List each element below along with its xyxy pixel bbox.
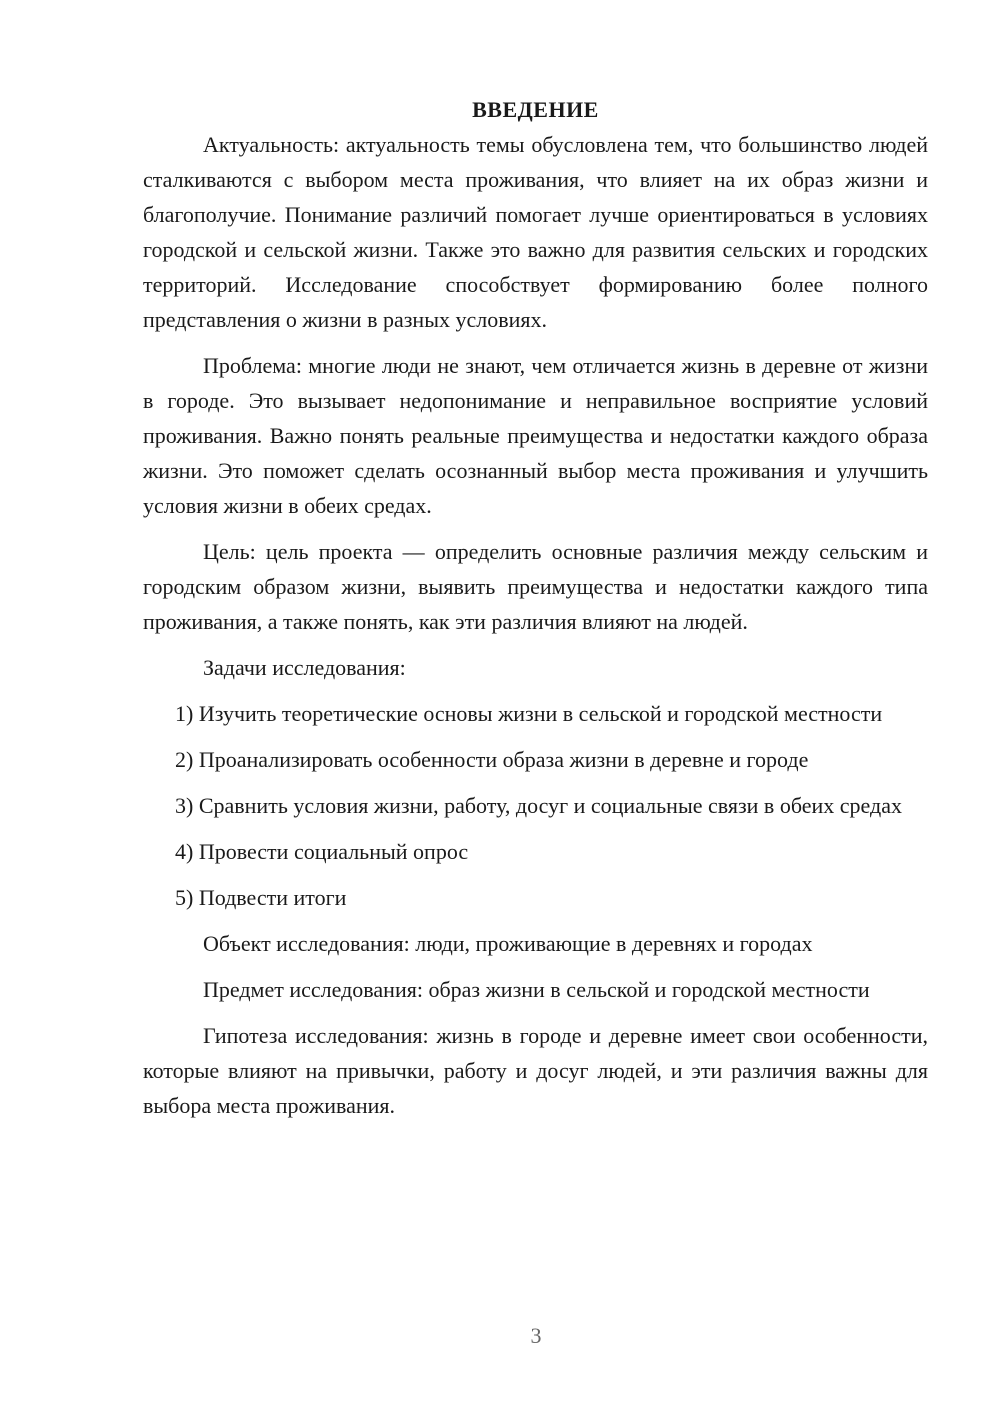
section-heading: ВВЕДЕНИЕ <box>472 97 599 122</box>
task-item-1: 1) Изучить теоретические основы жизни в сельской и городской местности <box>175 701 883 726</box>
task-item-4: 4) Провести социальный опрос <box>175 839 469 864</box>
page-number: 3 <box>530 1323 542 1348</box>
paragraph-subject: Предмет исследования: образ жизни в сельской и городской местности <box>203 977 870 1002</box>
paragraph-problem: Проблема: многие люди не знают, чем отличается жизнь в деревне от жизни в городе. Это вызывает недопонимание и неправильное восприятие условий проживания. Важно понять реальные преимущества и недостатки каждого образа жизни. Это поможет сделать осознанный выбор места проживания и улучшить условия жизни в обеих средах. <box>143 353 928 518</box>
paragraph-object: Объект исследования: люди, проживающие в деревнях и городах <box>203 931 813 956</box>
task-item-3: 3) Сравнить условия жизни, работу, досуг и социальные связи в обеих средах <box>175 793 902 818</box>
paragraph-hypothesis: Гипотеза исследования: жизнь в городе и деревне имеет свои особенности, которые влияют на привычки, работу и досуг людей, и эти различия важны для выбора места проживания. <box>143 1023 928 1118</box>
document-page <box>143 92 928 1123</box>
paragraph-goal: Цель: цель проекта — определить основные различия между сельским и городским образом жизни, выявить преимущества и недостатки каждого типа проживания, а также понять, как эти различия влияют на людей. <box>143 539 928 634</box>
task-item-5: 5) Подвести итоги <box>175 885 347 910</box>
paragraph-relevance: Актуальность: актуальность темы обусловлена тем, что большинство людей сталкиваются с выбором места проживания, что влияет на их образ жизни и благополучие. Понимание различий помогает лучше ориентироваться в условиях городской и сельской жизни. Также это важно для развития сельских и городских территорий. Исследование способствует формированию более полного представления о жизни в разных условиях. <box>143 132 928 332</box>
task-item-2: 2) Проанализировать особенности образа жизни в деревне и городе <box>175 747 809 772</box>
paragraph-tasks-intro: Задачи исследования: <box>203 655 406 680</box>
